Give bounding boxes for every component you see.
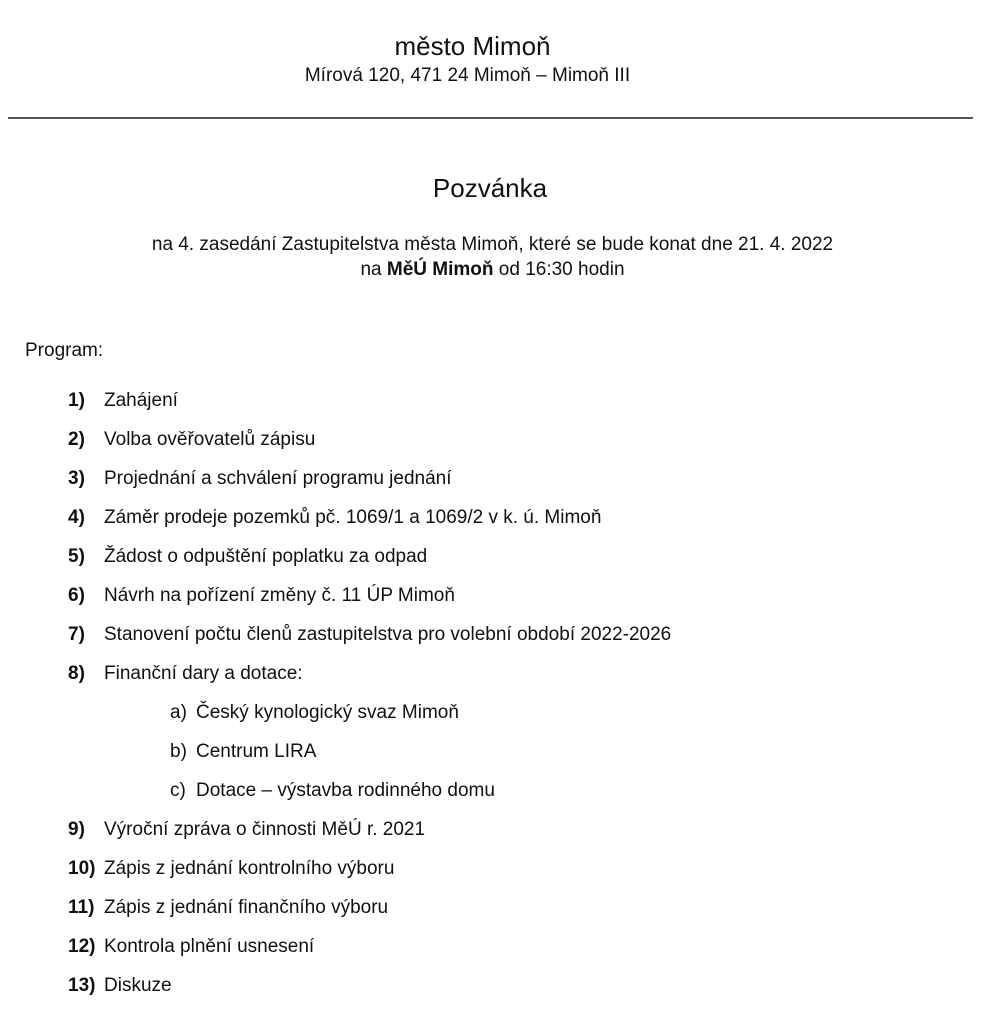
program-item-number: 6): [68, 585, 85, 606]
program-item-number: 7): [68, 624, 85, 645]
program-item: [0, 973, 985, 1012]
intro-line-2: [0, 257, 985, 282]
program-item: [0, 895, 985, 934]
program-item: [0, 388, 985, 427]
program-item-text: Výroční zpráva o činnosti MěÚ r. 2021: [104, 819, 426, 840]
program-item-number: 11): [68, 897, 95, 918]
program-label: Program:: [25, 340, 104, 361]
program-item-text: Záměr prodeje pozemků pč. 1069/1 a 1069/2 v k. ú. Mimoň: [104, 507, 602, 528]
program-item-number: 13): [68, 975, 96, 996]
program-item-text: Návrh na pořízení změny č. 11 ÚP Mimoň: [104, 585, 455, 606]
program-item: [0, 856, 985, 895]
sub-item-letter: b): [170, 741, 187, 762]
document-title: Pozvánka: [432, 173, 548, 203]
program-item-number: 9): [68, 819, 85, 840]
program-item-text: Diskuze: [104, 975, 172, 996]
program-item-number: 1): [68, 390, 85, 411]
program-item-number: 2): [68, 429, 85, 450]
program-item: [0, 817, 985, 856]
program-sub-item: [0, 739, 985, 778]
program-item: [0, 505, 985, 544]
program-item-text: Projednání a schválení programu jednání: [104, 468, 452, 489]
invitation-intro: [0, 232, 985, 282]
program-item-text: Finanční dary a dotace:: [104, 663, 303, 684]
program-item-text: Zahájení: [104, 390, 178, 411]
program-item-number: 8): [68, 663, 85, 684]
program-sub-item: [0, 778, 985, 817]
sub-item-letter: c): [170, 780, 186, 801]
program-item-number: 5): [68, 546, 85, 567]
program-item: [0, 622, 985, 661]
program-item-text: Zápis z jednání kontrolního výboru: [104, 858, 395, 879]
program-item-number: 12): [68, 936, 96, 957]
intro-line-1: na 4. zasedání Zastupitelstva města Mimoň, které se bude konat dne 21. 4. 2022: [151, 234, 834, 255]
program-item-text: Žádost o odpuštění poplatku za odpad: [104, 546, 428, 567]
sub-item-text: Centrum LIRA: [196, 741, 317, 762]
program-item-text: Volba ověřovatelů zápisu: [104, 429, 316, 450]
sub-item-letter: a): [170, 702, 187, 723]
program-item: [0, 544, 985, 583]
organization-address: Mírová 120, 471 24 Mimoň – Mimoň III: [304, 65, 631, 86]
program-item-number: 10): [68, 858, 96, 879]
program-item: [0, 466, 985, 505]
program-item-text: Stanovení počtu členů zastupitelstva pro volební období 2022-2026: [104, 624, 672, 645]
program-item: [0, 934, 985, 973]
program-sub-item: [0, 700, 985, 739]
program-item: [0, 427, 985, 466]
organization-name: město Mimoň: [394, 31, 551, 61]
program-item-text: Kontrola plnění usnesení: [104, 936, 315, 957]
program-list: [0, 388, 985, 1012]
intro-line-2-suffix: od 16:30 hodin: [493, 259, 625, 280]
header-divider: [8, 117, 973, 119]
program-item-number: 4): [68, 507, 85, 528]
program-item: [0, 661, 985, 700]
program-item-text: Zápis z jednání finančního výboru: [104, 897, 389, 918]
intro-line-2-prefix: na: [360, 259, 387, 280]
sub-item-text: Český kynologický svaz Mimoň: [196, 702, 459, 723]
program-item: [0, 583, 985, 622]
program-item-number: 3): [68, 468, 85, 489]
sub-item-text: Dotace – výstavba rodinného domu: [196, 780, 495, 801]
meeting-venue: MěÚ Mimoň: [386, 259, 494, 280]
